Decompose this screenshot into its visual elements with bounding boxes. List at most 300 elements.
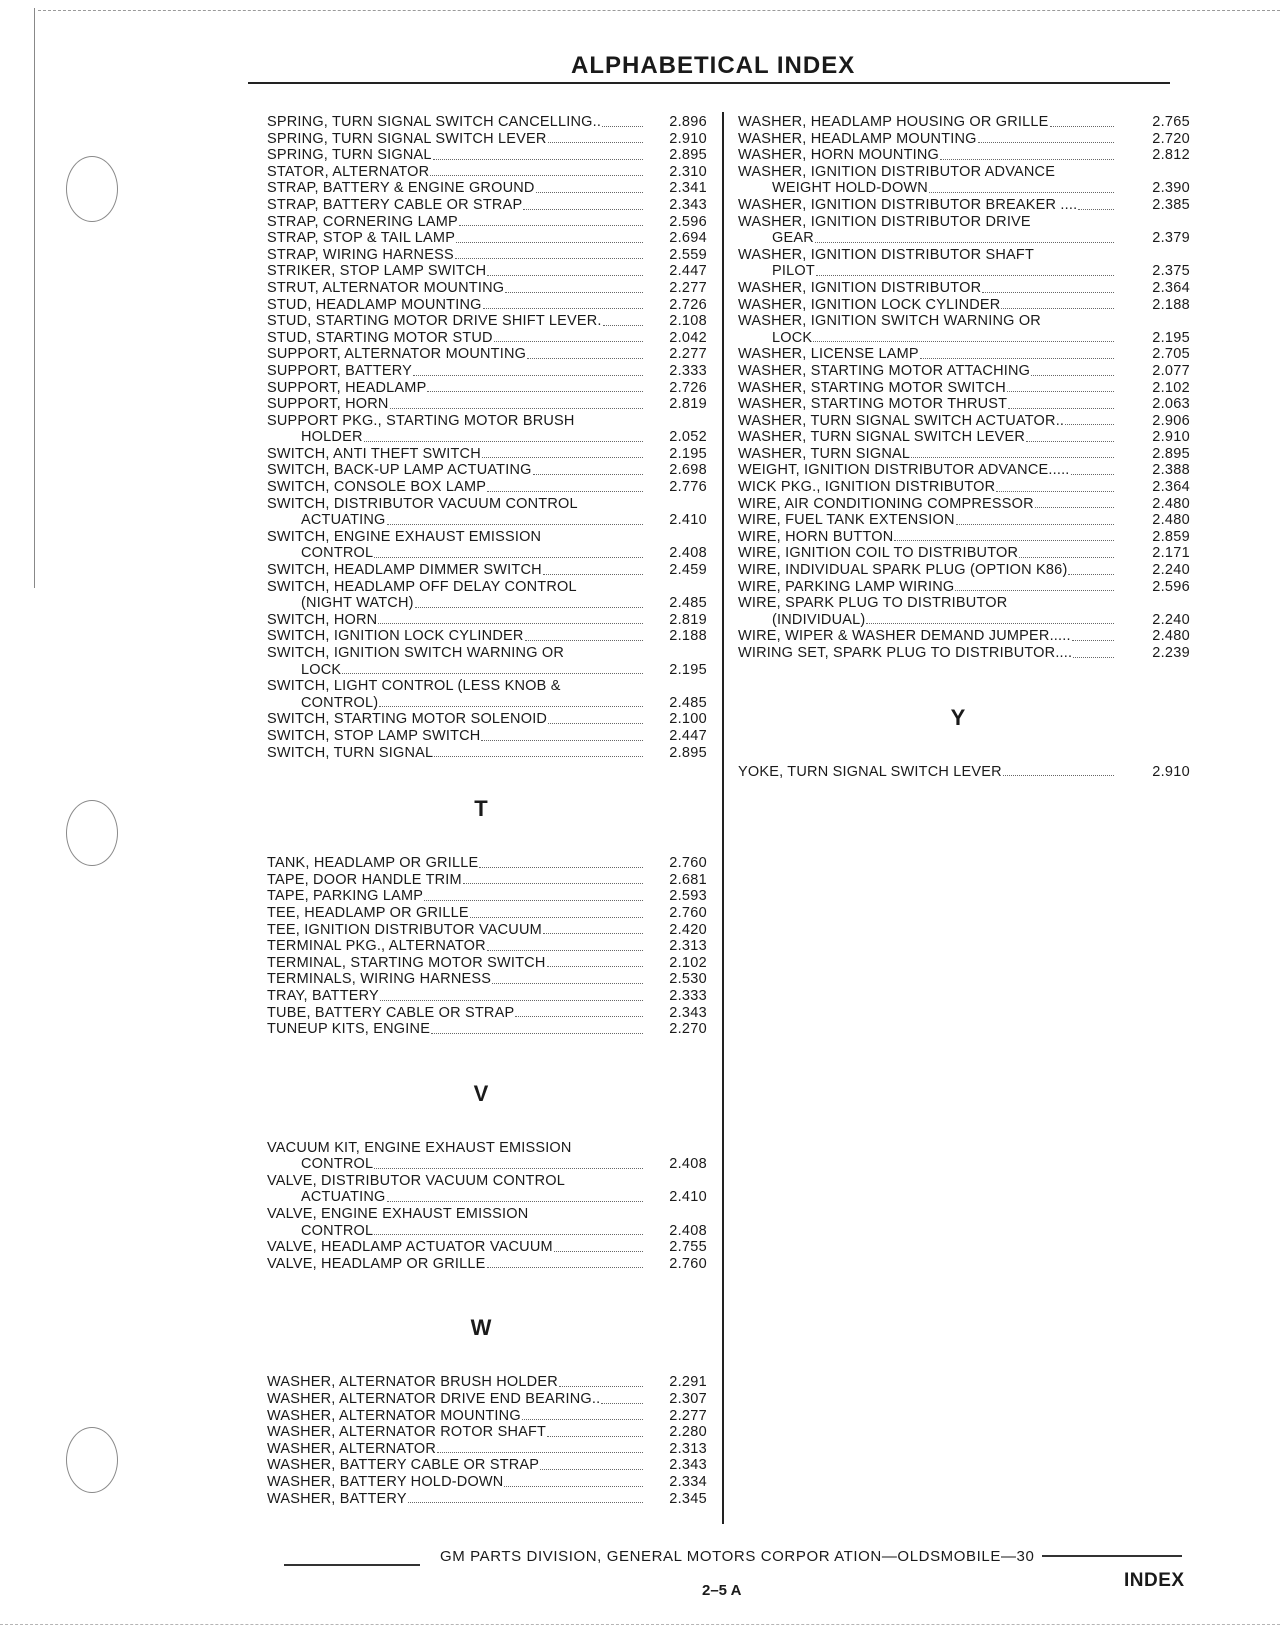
index-entry-continuation-text: CONTROL	[301, 545, 374, 562]
index-entry-text: WIRE, HORN BUTTON	[738, 528, 894, 545]
index-entry-page: 2.480	[1152, 495, 1190, 512]
index-entry-text: STRAP, WIRING HARNESS	[267, 246, 454, 263]
index-entry-line	[267, 872, 647, 889]
index-entry-continuation	[267, 512, 647, 529]
dot-leader	[602, 114, 643, 127]
index-entry-page: 2.333	[669, 987, 707, 1004]
index-entry-line	[738, 346, 1118, 363]
index-entry-name	[267, 1239, 647, 1256]
index-entry-page: 2.277	[669, 1407, 707, 1424]
spacer	[267, 761, 707, 783]
index-entry-text: STRAP, BATTERY & ENGINE GROUND	[267, 180, 535, 197]
spacer	[267, 1352, 707, 1374]
index-entry	[267, 214, 707, 231]
index-entry	[267, 230, 707, 247]
index-entry-text: WASHER, STARTING MOTOR THRUST	[738, 396, 1008, 413]
index-entry-page: 2.530	[669, 971, 707, 988]
index-entry	[267, 114, 707, 131]
index-entry-name	[738, 280, 1118, 297]
index-entry-text: SWITCH, HORN	[267, 611, 378, 628]
w-entries-list-left	[267, 1374, 707, 1507]
index-entry-text: WEIGHT, IGNITION DISTRIBUTOR ADVANCE.....	[738, 462, 1070, 479]
index-entry	[267, 280, 707, 297]
index-entry-name	[267, 131, 647, 148]
index-entry-text: WIRE, WIPER & WASHER DEMAND JUMPER.....	[738, 628, 1071, 645]
index-entry-continuation	[267, 1189, 647, 1206]
index-entry-page: 2.596	[1152, 578, 1190, 595]
index-entry-page: 2.819	[669, 396, 707, 413]
dot-leader	[494, 330, 643, 343]
dot-leader	[816, 263, 1114, 276]
index-entry-name	[267, 1441, 647, 1458]
index-entry-line	[267, 922, 647, 939]
index-entry	[267, 628, 707, 645]
dot-leader	[487, 479, 643, 492]
index-entry-line	[267, 1424, 647, 1441]
dot-leader	[430, 164, 643, 177]
dot-leader	[387, 1189, 643, 1202]
dot-leader	[433, 147, 643, 160]
index-entry-name	[267, 363, 647, 380]
index-entry-name	[738, 363, 1118, 380]
index-entry-name	[267, 114, 647, 131]
index-entry-continuation	[267, 429, 647, 446]
index-entry-page: 2.819	[669, 611, 707, 628]
index-entry-text: SWITCH, IGNITION SWITCH WARNING OR	[267, 645, 565, 661]
index-entry-name	[267, 214, 647, 231]
index-entry	[267, 496, 707, 529]
index-entry-continuation	[267, 545, 647, 562]
dot-leader	[982, 280, 1114, 293]
dot-leader	[601, 1391, 643, 1404]
index-entry-line	[738, 214, 1118, 231]
dot-leader	[920, 346, 1114, 359]
index-entry-text: WASHER, TURN SIGNAL	[738, 445, 911, 462]
index-entry	[738, 764, 1190, 781]
dot-leader	[866, 612, 1114, 625]
index-entry-text: SUPPORT, HEADLAMP	[267, 379, 427, 396]
index-entry-page: 2.313	[669, 938, 707, 955]
index-entry-page: 2.681	[669, 871, 707, 888]
index-entry-line	[738, 147, 1118, 164]
index-entry-continuation-text: WEIGHT HOLD-DOWN	[772, 180, 928, 197]
index-entry	[267, 446, 707, 463]
index-entry-page: 2.063	[1152, 396, 1190, 413]
dot-leader	[374, 1156, 643, 1169]
index-entry-page: 2.343	[669, 1004, 707, 1021]
index-entry-name	[267, 413, 647, 446]
index-entry-text: WASHER, BATTERY	[267, 1490, 407, 1507]
index-entry-page: 2.408	[669, 1222, 707, 1239]
index-entry	[267, 1391, 707, 1408]
index-entry-text: WASHER, TURN SIGNAL SWITCH ACTUATOR..	[738, 412, 1065, 429]
dot-leader	[408, 1491, 643, 1504]
index-entry-name	[267, 872, 647, 889]
dot-leader	[929, 180, 1114, 193]
index-entry-name	[738, 628, 1118, 645]
index-entry-name	[267, 1457, 647, 1474]
left-column	[267, 114, 707, 1507]
index-entry-name	[267, 247, 647, 264]
index-entry-line	[267, 297, 647, 314]
index-entry	[267, 1005, 707, 1022]
index-entry-line	[738, 363, 1118, 380]
index-entry-name	[738, 645, 1118, 662]
index-entry-line	[267, 1140, 647, 1157]
index-entry-name	[267, 1491, 647, 1508]
index-entry	[738, 562, 1190, 579]
dot-leader	[492, 971, 643, 984]
index-entry-name	[267, 147, 647, 164]
index-entry-name	[267, 1408, 647, 1425]
index-entry-continuation	[738, 230, 1118, 247]
index-entry-text: WIRE, AIR CONDITIONING COMPRESSOR	[738, 495, 1034, 512]
index-entry-text: VALVE, HEADLAMP ACTUATOR VACUUM	[267, 1239, 553, 1256]
index-entry-page: 2.333	[669, 362, 707, 379]
index-entry-text: WASHER, IGNITION DISTRIBUTOR BREAKER ....	[738, 196, 1078, 213]
dot-leader	[1007, 380, 1114, 393]
dot-leader	[522, 1408, 643, 1421]
index-entry-continuation	[267, 662, 647, 679]
index-entry-page: 2.375	[1152, 263, 1190, 280]
index-entry-page: 2.896	[669, 114, 707, 130]
index-entry-page: 2.364	[1152, 479, 1190, 496]
index-entry	[267, 1021, 707, 1038]
index-entry	[267, 745, 707, 762]
index-entry-text: SWITCH, STARTING MOTOR SOLENOID	[267, 711, 548, 728]
index-entry-line	[267, 971, 647, 988]
index-entry-continuation	[738, 180, 1118, 197]
index-entry-line	[267, 1391, 647, 1408]
index-entry-page: 2.408	[669, 1156, 707, 1173]
index-entry-page: 2.485	[669, 694, 707, 711]
index-entry-line	[738, 380, 1118, 397]
index-entry-continuation	[738, 612, 1118, 629]
index-entry	[738, 197, 1190, 214]
index-entry-name	[267, 971, 647, 988]
index-entry-continuation-text: (NIGHT WATCH)	[301, 595, 414, 612]
index-entry	[267, 1441, 707, 1458]
index-entry-continuation-text: (INDIVIDUAL)	[772, 611, 866, 628]
index-entry-line	[267, 164, 647, 181]
index-entry-line	[267, 1474, 647, 1491]
index-entry-page: 2.765	[1152, 114, 1190, 130]
v-entries-list	[267, 1140, 707, 1273]
dot-leader	[487, 938, 643, 951]
index-entry-text: SPRING, TURN SIGNAL SWITCH LEVER	[267, 130, 547, 147]
dot-leader	[470, 905, 643, 918]
index-entry-page: 2.171	[1152, 545, 1190, 562]
index-entry-page: 2.755	[669, 1239, 707, 1256]
index-entry-page: 2.291	[669, 1374, 707, 1391]
index-entry-text: WASHER, ALTERNATOR MOUNTING	[267, 1407, 521, 1424]
index-entry-text: STUD, STARTING MOTOR DRIVE SHIFT LEVER.	[267, 313, 602, 330]
index-entry-line	[738, 645, 1118, 662]
index-entry-text: TUBE, BATTERY CABLE OR STRAP	[267, 1004, 515, 1021]
index-entry-page: 2.485	[669, 595, 707, 612]
index-entry-line	[738, 164, 1118, 181]
index-entry	[267, 147, 707, 164]
dot-leader	[487, 263, 643, 276]
index-entry-page: 2.343	[669, 1457, 707, 1474]
index-entry-line	[267, 905, 647, 922]
index-entry	[738, 363, 1190, 380]
index-entry	[267, 1457, 707, 1474]
index-entry	[738, 496, 1190, 513]
index-entry-line	[738, 579, 1118, 596]
index-entry-line	[738, 114, 1118, 131]
index-entry	[267, 363, 707, 380]
index-entry-line	[738, 479, 1118, 496]
column-divider	[722, 112, 724, 1524]
index-entry	[267, 711, 707, 728]
index-entry-text: SWITCH, HEADLAMP OFF DELAY CONTROL	[267, 578, 577, 595]
index-entry-text: TEE, HEADLAMP OR GRILLE	[267, 904, 469, 921]
top-edge-rule	[38, 10, 1280, 11]
index-entry-page: 2.102	[669, 954, 707, 971]
index-entry-line	[738, 197, 1118, 214]
index-entry-page: 2.910	[1152, 429, 1190, 446]
index-entry-page: 2.313	[669, 1440, 707, 1457]
index-entry-line	[267, 938, 647, 955]
index-entry-text: STRAP, CORNERING LAMP	[267, 213, 458, 230]
index-entry-name	[267, 1391, 647, 1408]
index-entry	[738, 297, 1190, 314]
index-entry	[267, 562, 707, 579]
index-entry-name	[267, 628, 647, 645]
index-entry-text: WASHER, TURN SIGNAL SWITCH LEVER	[738, 429, 1026, 446]
index-entry	[738, 280, 1190, 297]
index-entry	[267, 1491, 707, 1508]
index-entry-line	[267, 1457, 647, 1474]
index-entry-line	[267, 1491, 647, 1508]
dot-leader	[374, 545, 643, 558]
index-entry-page: 2.188	[669, 628, 707, 645]
index-entry-page: 2.760	[669, 855, 707, 872]
dot-leader	[390, 396, 643, 409]
index-entry-text: SUPPORT PKG., STARTING MOTOR BRUSH	[267, 412, 575, 429]
footer-publisher: GM PARTS DIVISION, GENERAL MOTORS CORPOR ATION—OLDSMOBILE—30	[440, 1548, 1035, 1565]
index-entry	[267, 529, 707, 562]
index-entry-text: WASHER, HEADLAMP MOUNTING	[738, 130, 977, 147]
index-entry-page: 2.195	[669, 445, 707, 462]
index-entry-page: 2.480	[1152, 628, 1190, 645]
index-entry	[738, 380, 1190, 397]
dot-leader	[456, 230, 643, 243]
index-entry-page: 2.895	[669, 744, 707, 761]
index-entry-text: STATOR, ALTERNATOR	[267, 163, 430, 180]
index-entry-line	[267, 214, 647, 231]
index-entry-name	[738, 579, 1118, 596]
index-entry	[738, 114, 1190, 131]
index-entry-page: 2.334	[669, 1474, 707, 1490]
dot-leader	[415, 595, 643, 608]
dot-leader	[1078, 197, 1114, 210]
index-entry-text: WASHER, IGNITION DISTRIBUTOR DRIVE	[738, 213, 1031, 230]
dot-leader	[543, 562, 643, 575]
dot-leader	[1019, 545, 1114, 558]
index-entry-page: 2.239	[1152, 645, 1190, 661]
index-entry	[738, 446, 1190, 463]
index-entry-page: 2.726	[669, 296, 707, 313]
index-entry	[738, 545, 1190, 562]
index-entry-line	[267, 496, 647, 513]
index-entry-name	[267, 396, 647, 413]
dot-leader	[387, 512, 643, 525]
index-entry-line	[738, 247, 1118, 264]
index-entry-line	[738, 429, 1118, 446]
index-entry-page: 2.480	[1152, 512, 1190, 529]
index-entry-line	[267, 745, 647, 762]
index-entry-line	[267, 330, 647, 347]
section-label: INDEX	[1124, 1570, 1185, 1591]
index-entry-text: VACUUM KIT, ENGINE EXHAUST EMISSION	[267, 1139, 572, 1156]
index-entry-name	[267, 905, 647, 922]
index-entry-text: STRIKER, STOP LAMP SWITCH	[267, 263, 487, 280]
dot-leader	[455, 247, 643, 260]
index-entry-text: WIRE, SPARK PLUG TO DISTRIBUTOR	[738, 595, 1008, 612]
index-entry-line	[738, 131, 1118, 148]
index-entry-name	[267, 678, 647, 711]
w-entries-list-right	[738, 114, 1190, 662]
dot-leader	[1050, 114, 1114, 127]
index-entry-line	[267, 1374, 647, 1391]
dot-leader	[1035, 496, 1114, 509]
index-entry-page: 2.776	[669, 479, 707, 496]
index-entry-name	[267, 1374, 647, 1391]
index-entry-name	[267, 1021, 647, 1038]
index-entry-text: WASHER, STARTING MOTOR ATTACHING	[738, 362, 1031, 379]
index-entry-line	[267, 678, 647, 695]
index-entry-text: WASHER, IGNITION DISTRIBUTOR ADVANCE	[738, 163, 1056, 180]
index-entry-page: 2.459	[669, 562, 707, 579]
index-entry-page: 2.859	[1152, 528, 1190, 545]
spacer	[738, 742, 1190, 764]
index-entry-text: VALVE, ENGINE EXHAUST EMISSION	[267, 1206, 529, 1223]
dot-leader	[504, 1474, 643, 1487]
index-entry-page: 2.343	[669, 196, 707, 213]
index-entry-text: SWITCH, ENGINE EXHAUST EMISSION	[267, 528, 542, 545]
index-entry-text: WIRE, IGNITION COIL TO DISTRIBUTOR	[738, 545, 1019, 562]
dot-leader	[431, 1021, 643, 1034]
index-entry-continuation	[267, 1156, 647, 1173]
index-entry-page: 2.906	[1152, 412, 1190, 429]
index-entry-line	[738, 462, 1118, 479]
index-entry	[267, 1374, 707, 1391]
index-entry-line	[267, 313, 647, 330]
index-entry-text: TERMINAL, STARTING MOTOR SWITCH	[267, 954, 546, 971]
bottom-edge-rule	[0, 1624, 1280, 1625]
index-entry-page: 2.447	[669, 263, 707, 280]
dot-leader	[1068, 562, 1114, 575]
index-entry	[267, 888, 707, 905]
index-entry-name	[738, 595, 1118, 628]
index-entry-name	[267, 955, 647, 972]
index-entry-name	[738, 313, 1118, 346]
index-entry-continuation	[267, 595, 647, 612]
index-entry	[267, 855, 707, 872]
index-entry-line	[267, 180, 647, 197]
dot-leader	[378, 612, 643, 625]
index-entry-name	[267, 1206, 647, 1239]
binder-hole-bottom	[66, 1427, 118, 1493]
index-entry-page: 2.102	[1152, 379, 1190, 396]
dot-leader	[1026, 429, 1114, 442]
index-entry-page: 2.694	[669, 230, 707, 247]
dot-leader	[483, 297, 643, 310]
dot-leader	[505, 280, 643, 293]
index-entry	[267, 164, 707, 181]
index-entry-page: 2.240	[1152, 611, 1190, 628]
index-entry	[267, 413, 707, 446]
index-entry-name	[267, 313, 647, 330]
dot-leader	[479, 855, 643, 868]
index-entry	[267, 1408, 707, 1425]
index-entry-name	[267, 1005, 647, 1022]
t-entries-list	[267, 855, 707, 1038]
index-entry-page: 2.388	[1152, 462, 1190, 479]
index-entry	[267, 678, 707, 711]
s-entries-list	[267, 114, 707, 761]
index-entry-name	[738, 297, 1118, 314]
dot-leader	[482, 446, 643, 459]
dot-leader	[413, 363, 643, 376]
index-entry-page: 2.364	[1152, 279, 1190, 296]
binder-hole-top	[66, 156, 118, 222]
index-entry-line	[267, 446, 647, 463]
index-entry-page: 2.280	[669, 1424, 707, 1441]
index-entry-line	[267, 529, 647, 546]
index-entry-line	[267, 855, 647, 872]
index-entry-text: TANK, HEADLAMP OR GRILLE	[267, 855, 479, 872]
index-entry-continuation-text: CONTROL	[301, 1156, 374, 1173]
index-entry-name	[267, 330, 647, 347]
index-entry-text: WASHER, ALTERNATOR DRIVE END BEARING..	[267, 1391, 601, 1408]
index-entry-page: 2.100	[669, 711, 707, 728]
index-entry-text: VALVE, DISTRIBUTOR VACUUM CONTROL	[267, 1172, 565, 1189]
index-entry-name	[738, 114, 1118, 131]
index-entry-line	[267, 612, 647, 629]
index-entry-name	[267, 711, 647, 728]
index-entry	[738, 247, 1190, 280]
index-entry-line	[738, 545, 1118, 562]
dot-leader	[815, 230, 1114, 243]
dot-leader	[940, 147, 1114, 160]
dot-leader	[515, 1005, 643, 1018]
index-entry	[267, 645, 707, 678]
index-entry-text: WASHER, IGNITION SWITCH WARNING OR	[738, 313, 1041, 330]
index-entry-line	[267, 562, 647, 579]
index-entry-name	[738, 496, 1118, 513]
index-entry-line	[267, 1173, 647, 1190]
index-entry-continuation-text: ACTUATING	[301, 1189, 386, 1206]
left-margin-rule	[34, 8, 35, 588]
index-entry-text: WIRE, FUEL TANK EXTENSION	[738, 512, 955, 529]
index-entry-name	[267, 529, 647, 562]
dot-leader	[1071, 462, 1114, 475]
index-entry-line	[267, 1256, 647, 1273]
spacer	[267, 1272, 707, 1302]
index-entry-text: STRUT, ALTERNATOR MOUNTING	[267, 279, 505, 296]
index-entry-line	[267, 396, 647, 413]
index-entry-name	[267, 263, 647, 280]
index-entry-text: SWITCH, STOP LAMP SWITCH	[267, 727, 481, 744]
spacer	[267, 833, 707, 855]
index-entry-name	[738, 512, 1118, 529]
index-entry-name	[267, 230, 647, 247]
index-entry-line	[738, 764, 1118, 781]
index-entry-name	[738, 380, 1118, 397]
